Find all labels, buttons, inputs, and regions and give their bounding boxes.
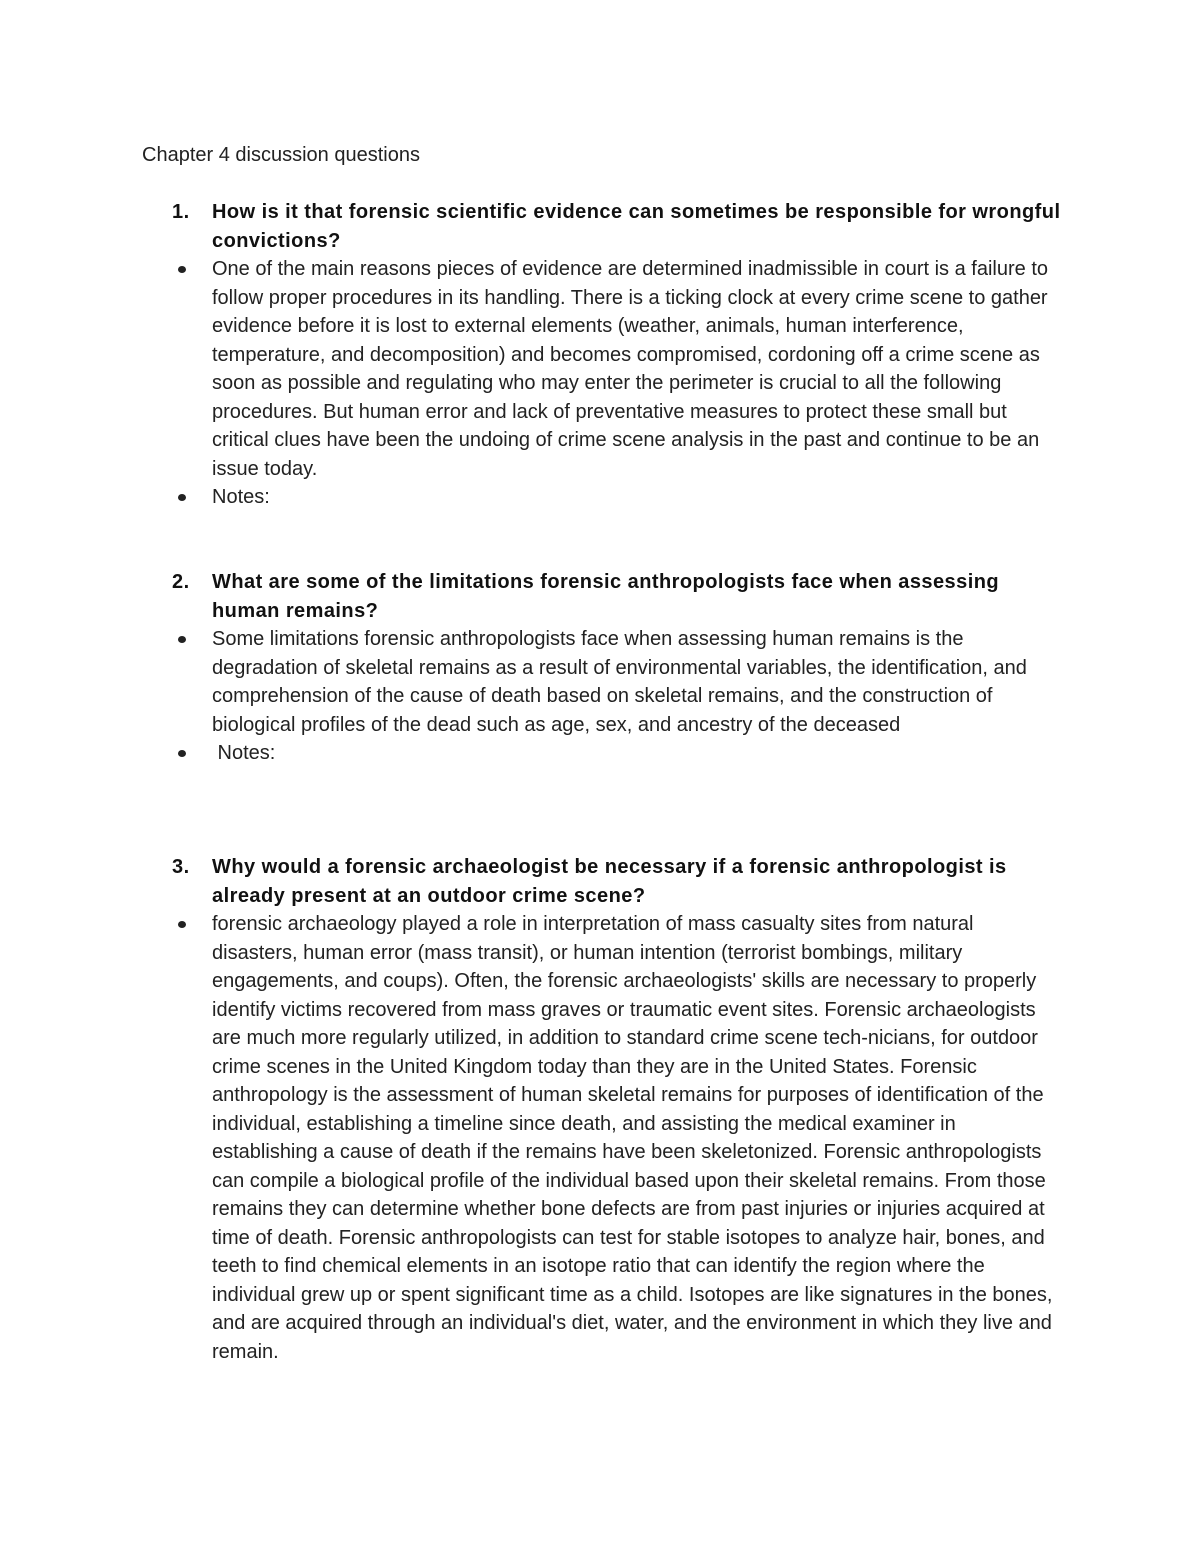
- question-2-answer-text: Some limitations forensic anthropologists face when assessing human remains is the degradation of skeletal remains as a result of environmental variables, the identification, and comprehension of the cause of death based on skeletal remains, and the construction of biological profiles of the dead such as age, sex, and ancestry of the deceased: [212, 628, 1027, 736]
- bullet-icon: [172, 483, 212, 512]
- question-1-answer-text: One of the main reasons pieces of evidence are determined inadmissible in court is a failure to follow proper procedures in its handling. There is a ticking clock at every crime scene to gather evidence before it is lost to external elements (weather, animals, human interference, temperature, and decomposition) and becomes compromised, cordoning off a crime scene as soon as possible and regulating who may enter the perimeter is crucial to all the following procedures. But human error and lack of preventative measures to protect these small but critical clues have been the undoing of crime scene analysis in the past and continue to be an issue today.: [212, 258, 1049, 480]
- question-2-notes: [172, 739, 1072, 768]
- bullet-icon: [172, 910, 212, 1366]
- bullet-icon: [172, 255, 212, 483]
- question-3-number: 3.: [172, 856, 190, 878]
- question-2-number: 2.: [172, 571, 190, 593]
- bullet-icon: [172, 739, 212, 768]
- question-3-heading: [172, 853, 1072, 910]
- question-3-answer: [172, 910, 1072, 1366]
- question-1-text: How is it that forensic scientific evidence can sometimes be responsible for wrongful convictions?: [212, 201, 1061, 252]
- question-1-notes: [172, 483, 1072, 512]
- question-2-answer: [172, 625, 1072, 739]
- question-1: [172, 198, 1072, 512]
- question-3-answer-text: forensic archaeology played a role in interpretation of mass casualty sites from natural disasters, human error (mass transit), or human intention (terrorist bombings, military engagements, and coups). Often, the forensic archaeologists' skills are necessary to properly identify victims recovered from mass graves or traumatic event sites. Forensic archaeologists are much more regularly utilized, in addition to standard crime scene tech-nicians, for outdoor crime scenes in the United Kingdom today than they are in the United States. Forensic anthropology is the assessment of human skeletal remains for purposes of identification of the individual, establishing a timeline since death, and assisting the medical examiner in establishing a cause of death if the remains have been skeletonized. Forensic anthropologists can compile a biological profile of the individual based upon their skeletal remains. From those remains they can determine whether bone defects are from past injuries or injuries acquired at time of death. Forensic anthropologists can test for stable isotopes to analyze hair, bones, and teeth to find chemical elements in an isotope ratio that can identify the region where the individual grew up or spent significant time as a child. Isotopes are like signatures in the bones, and are acquired through an individual's diet, water, and the environment in which they live and remain.: [212, 913, 1053, 1363]
- question-2-notes-text: Notes:: [212, 742, 276, 764]
- question-3: [172, 853, 1072, 1366]
- bullet-icon: [172, 625, 212, 739]
- question-1-answer: [172, 255, 1072, 483]
- question-2-heading: [172, 568, 1072, 625]
- question-1-heading: [172, 198, 1072, 255]
- document-title: Chapter 4 discussion questions: [142, 144, 420, 166]
- question-2-text: What are some of the limitations forensic anthropologists face when assessing human remains?: [212, 571, 1000, 622]
- question-1-number: 1.: [172, 201, 190, 223]
- question-3-text: Why would a forensic archaeologist be necessary if a forensic anthropologist is already present at an outdoor crime scene?: [212, 856, 1007, 907]
- question-3-bullets: [172, 910, 1072, 1366]
- question-1-bullets: [172, 255, 1072, 512]
- question-2-bullets: [172, 625, 1072, 768]
- question-2: [172, 568, 1072, 768]
- question-1-notes-text: Notes:: [212, 486, 270, 508]
